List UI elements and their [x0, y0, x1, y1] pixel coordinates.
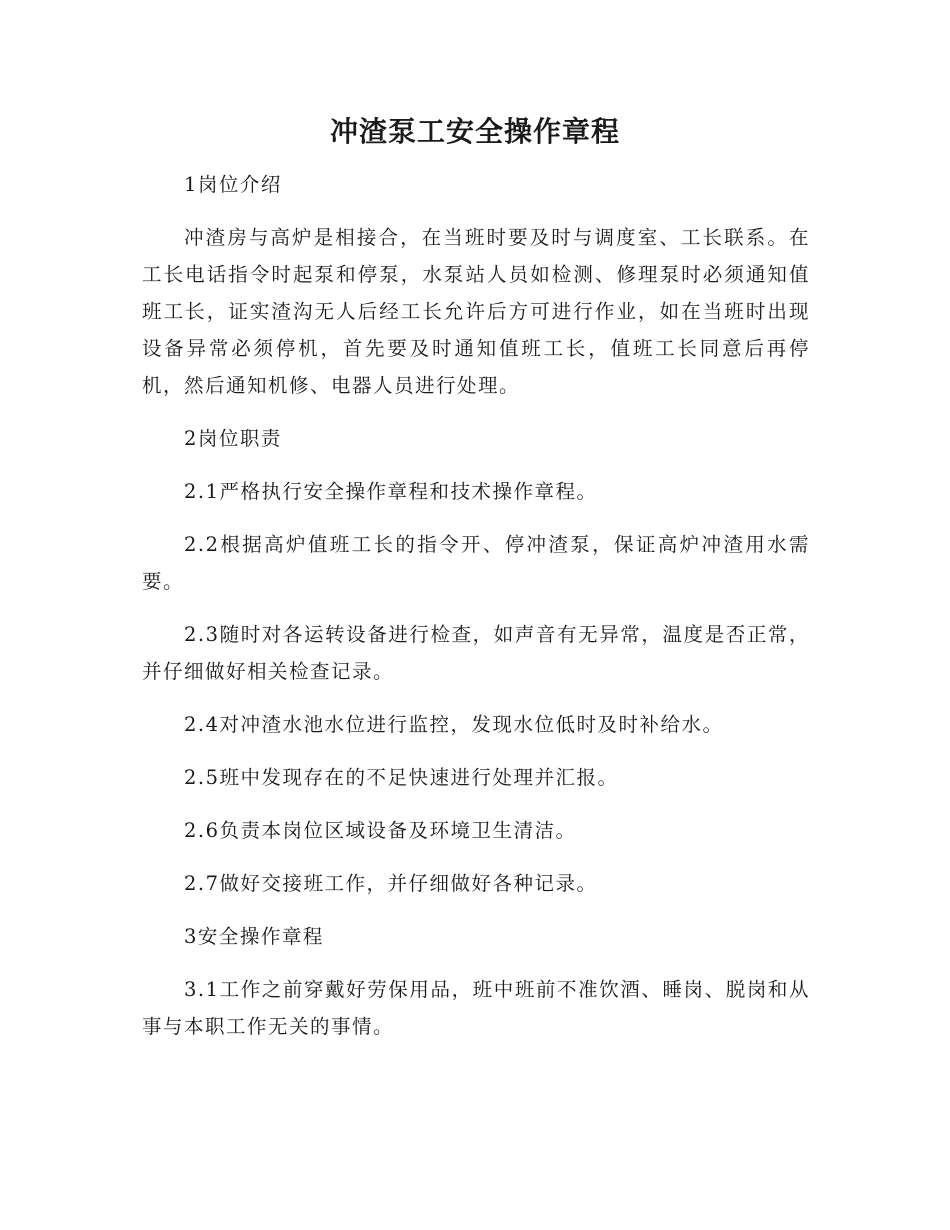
paragraph-intro: 冲渣房与高炉是相接合，在当班时要及时与调度室、工长联系。在工长电话指令时起泵和停泵，水泵站人员如检测、修理泵时必须通知值班工长，证实渣沟无人后经工长允许后方可进行作业，如在当班时出现设备异常必须停机，首先要及时通知值班工长，值班工长同意后再停机，然后通知机修、电器人员进行处理。 — [142, 226, 810, 397]
paragraph-2-4: 2.4对冲渣水池水位进行监控，发现水位低时及时补给水。 — [184, 713, 724, 736]
section-heading-2: 2岗位职责 — [184, 427, 282, 450]
paragraph-2-1: 2.1严格执行安全操作章程和技术操作章程。 — [184, 480, 598, 503]
paragraph-2-7: 2.7做好交接班工作，并仔细做好各种记录。 — [184, 872, 598, 895]
paragraph-2-6: 2.6负责本岗位区域设备及环境卫生清洁。 — [184, 819, 577, 842]
section-heading-1: 1岗位介绍 — [184, 173, 282, 196]
paragraph-2-2: 2.2根据高炉值班工长的指令开、停冲渣泵，保证高炉冲渣用水需要。 — [142, 533, 810, 593]
paragraph-2-3: 2.3随时对各运转设备进行检查，如声音有无异常，温度是否正常，并仔细做好相关检查记录。 — [142, 623, 810, 683]
document-title: 冲渣泵工安全操作章程 — [329, 115, 620, 148]
section-heading-3: 3安全操作章程 — [184, 925, 324, 948]
paragraph-2-5: 2.5班中发现存在的不足快速进行处理并汇报。 — [184, 766, 619, 789]
document-body — [142, 166, 810, 1061]
paragraph-3-1: 3.1工作之前穿戴好劳保用品，班中班前不准饮酒、睡岗、脱岗和从事与本职工作无关的事情。 — [142, 978, 810, 1038]
